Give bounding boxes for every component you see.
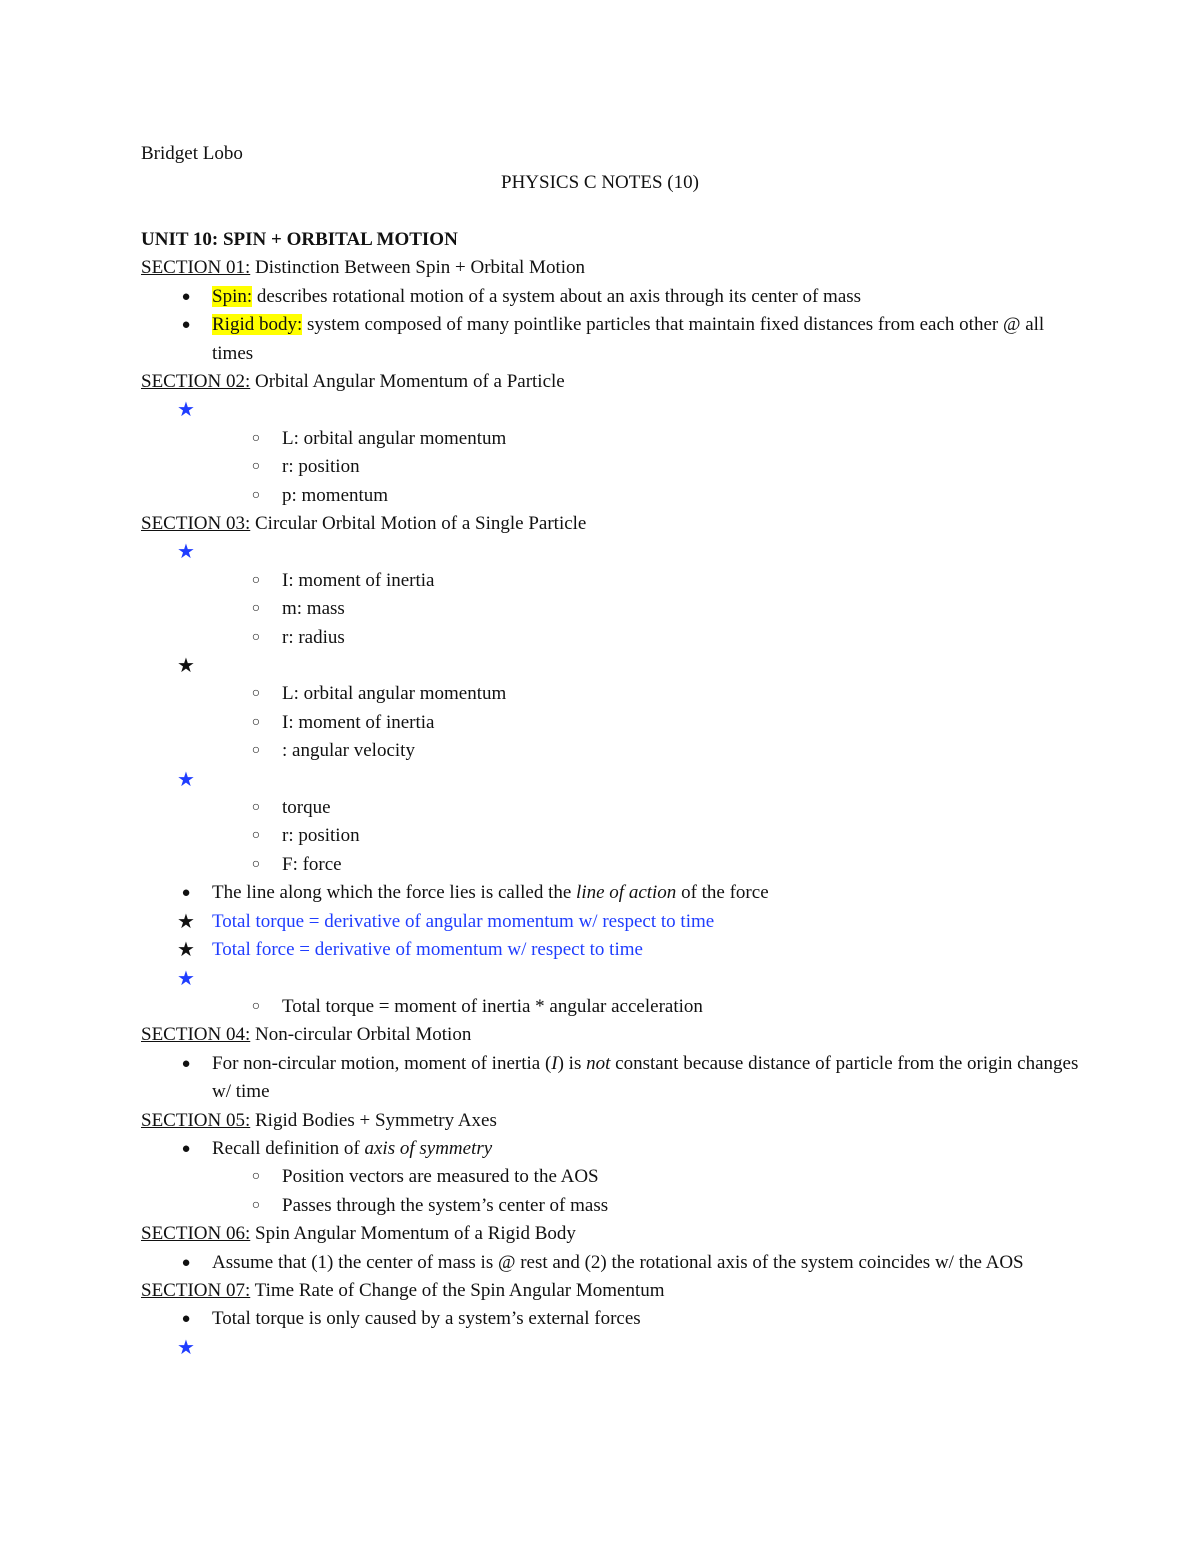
bullet-icon: ● (181, 885, 191, 902)
item-text: m: mass (282, 598, 345, 620)
section-06-title: Spin Angular Momentum of a Rigid Body (250, 1223, 576, 1245)
circle-bullet-icon: ○ (251, 743, 261, 759)
item-text: ) is (557, 1052, 587, 1074)
list-item (141, 822, 1081, 850)
list-item (141, 567, 1081, 595)
section-05-heading (141, 1107, 1081, 1135)
document-title: PHYSICS C NOTES (10) (501, 172, 699, 193)
section-05-list (141, 1135, 1081, 1220)
circle-bullet-icon: ○ (251, 856, 261, 872)
circle-bullet-icon: ○ (251, 601, 261, 617)
bullet-icon: ● (181, 317, 191, 334)
item-text: Total torque is only caused by a system’s external forces (212, 1308, 641, 1330)
list-item (141, 311, 1081, 368)
section-01-label: SECTION 01: (141, 257, 251, 279)
section-03-heading (141, 510, 1081, 538)
list-item (141, 851, 1081, 879)
star-icon: ★ (177, 399, 195, 422)
section-01-heading (141, 254, 1081, 282)
section-01-list (141, 283, 1081, 368)
item-text: L: orbital angular momentum (282, 427, 507, 449)
list-item (141, 879, 1081, 907)
list-item (141, 1305, 1081, 1333)
emphasis-text: axis of symmetry (364, 1137, 493, 1159)
section-04-heading (141, 1021, 1081, 1049)
list-item (141, 794, 1081, 822)
list-item (141, 624, 1081, 652)
list-item (141, 652, 1081, 680)
blue-note-text: Total force = derivative of momentum w/ respect to time (212, 939, 643, 961)
emphasis-text: not (586, 1052, 611, 1074)
circle-bullet-icon: ○ (251, 487, 261, 503)
item-text: Assume that (1) the center of mass is @ rest and (2) the rotational axis of the system coincides w/ the AOS (212, 1251, 1024, 1273)
item-text: r: radius (282, 626, 345, 648)
list-item (141, 766, 1081, 794)
list-item (141, 453, 1081, 481)
bullet-icon: ● (181, 1140, 191, 1157)
circle-bullet-icon: ○ (251, 459, 261, 475)
star-icon: ★ (177, 1336, 195, 1359)
section-07-heading (141, 1277, 1081, 1305)
list-item (141, 965, 1081, 993)
section-05-label: SECTION 05: (141, 1109, 251, 1131)
section-07-list (141, 1305, 1081, 1362)
section-03-label: SECTION 03: (141, 513, 251, 535)
bullet-icon: ● (181, 1311, 191, 1328)
circle-bullet-icon: ○ (251, 828, 261, 844)
item-text: Total torque = moment of inertia * angular acceleration (282, 995, 703, 1017)
item-text: r: position (282, 456, 360, 478)
list-item (141, 538, 1081, 566)
spin-definition: describes rotational motion of a system about an axis through its center of mass (252, 285, 862, 307)
circle-bullet-icon: ○ (251, 1169, 261, 1185)
star-icon: ★ (177, 655, 195, 678)
item-text: I: moment of inertia (282, 569, 435, 591)
item-text: Passes through the system’s center of mass (282, 1194, 609, 1216)
emphasis-text: I (551, 1052, 558, 1074)
item-text: The line along which the force lies is called the (212, 882, 577, 904)
list-item (141, 482, 1081, 510)
circle-bullet-icon: ○ (251, 998, 261, 1014)
item-text: of the force (676, 882, 769, 904)
item-text: F: force (282, 853, 342, 875)
item-text: I: moment of inertia (282, 711, 435, 733)
unit-title: UNIT 10: SPIN + ORBITAL MOTION (141, 229, 458, 250)
rigid-body-definition: system composed of many pointlike particles that maintain fixed distances from each other @ all times (212, 314, 1045, 364)
star-icon: ★ (177, 967, 195, 990)
star-icon: ★ (177, 910, 195, 933)
item-text: constant because distance of particle from the origin changes w/ time (212, 1052, 1079, 1103)
section-02-label: SECTION 02: (141, 371, 251, 393)
section-05-title: Rigid Bodies + Symmetry Axes (250, 1109, 497, 1131)
item-text: For non-circular motion, moment of inertia ( (212, 1052, 552, 1074)
bullet-icon: ● (181, 1055, 191, 1072)
section-06-label: SECTION 06: (141, 1223, 251, 1245)
list-item (141, 1192, 1081, 1220)
list-item (141, 737, 1081, 765)
section-04-label: SECTION 04: (141, 1024, 251, 1046)
list-item (141, 936, 1081, 964)
section-02-title: Orbital Angular Momentum of a Particle (250, 371, 565, 393)
section-03-title: Circular Orbital Motion of a Single Particle (250, 513, 587, 535)
section-04-list (141, 1050, 1081, 1107)
star-icon: ★ (177, 939, 195, 962)
section-01-title: Distinction Between Spin + Orbital Motion (250, 257, 585, 279)
item-text: r: position (282, 825, 360, 847)
list-item (141, 709, 1081, 737)
item-text: Position vectors are measured to the AOS (282, 1166, 599, 1188)
item-text: L: orbital angular momentum (282, 683, 507, 705)
list-item (141, 993, 1081, 1021)
bullet-icon: ● (181, 288, 191, 305)
highlighted-term-rigid-body: Rigid body: (212, 314, 303, 336)
item-text: : angular velocity (282, 740, 415, 762)
list-item (141, 1050, 1081, 1107)
list-item (141, 595, 1081, 623)
list-item (141, 908, 1081, 936)
section-03-list (141, 538, 1081, 1021)
star-icon: ★ (177, 768, 195, 791)
list-item (141, 283, 1081, 311)
blue-note-text: Total torque = derivative of angular momentum w/ respect to time (212, 910, 715, 932)
list-item (141, 1249, 1081, 1277)
circle-bullet-icon: ○ (251, 800, 261, 816)
list-item (141, 1135, 1081, 1163)
section-04-title: Non-circular Orbital Motion (250, 1024, 472, 1046)
list-item (141, 1163, 1081, 1191)
author-name: Bridget Lobo (141, 143, 243, 164)
list-item (141, 1334, 1081, 1362)
circle-bullet-icon: ○ (251, 1197, 261, 1213)
list-item (141, 425, 1081, 453)
circle-bullet-icon: ○ (251, 714, 261, 730)
notes-body (141, 226, 1081, 1362)
section-06-heading (141, 1220, 1081, 1248)
item-text: torque (282, 797, 331, 819)
section-06-list (141, 1249, 1081, 1277)
list-item (141, 396, 1081, 424)
circle-bullet-icon: ○ (251, 430, 261, 446)
item-text: Recall definition of (212, 1137, 365, 1159)
circle-bullet-icon: ○ (251, 686, 261, 702)
bullet-icon: ● (181, 1254, 191, 1271)
section-02-heading (141, 368, 1081, 396)
highlighted-term-spin: Spin: (212, 285, 253, 307)
list-item (141, 680, 1081, 708)
section-07-label: SECTION 07: (141, 1279, 251, 1301)
section-07-title: Time Rate of Change of the Spin Angular Momentum (250, 1279, 665, 1301)
section-02-list (141, 396, 1081, 510)
star-icon: ★ (177, 541, 195, 564)
circle-bullet-icon: ○ (251, 572, 261, 588)
emphasis-text: line of action (576, 882, 677, 904)
circle-bullet-icon: ○ (251, 629, 261, 645)
item-text: p: momentum (282, 484, 389, 506)
